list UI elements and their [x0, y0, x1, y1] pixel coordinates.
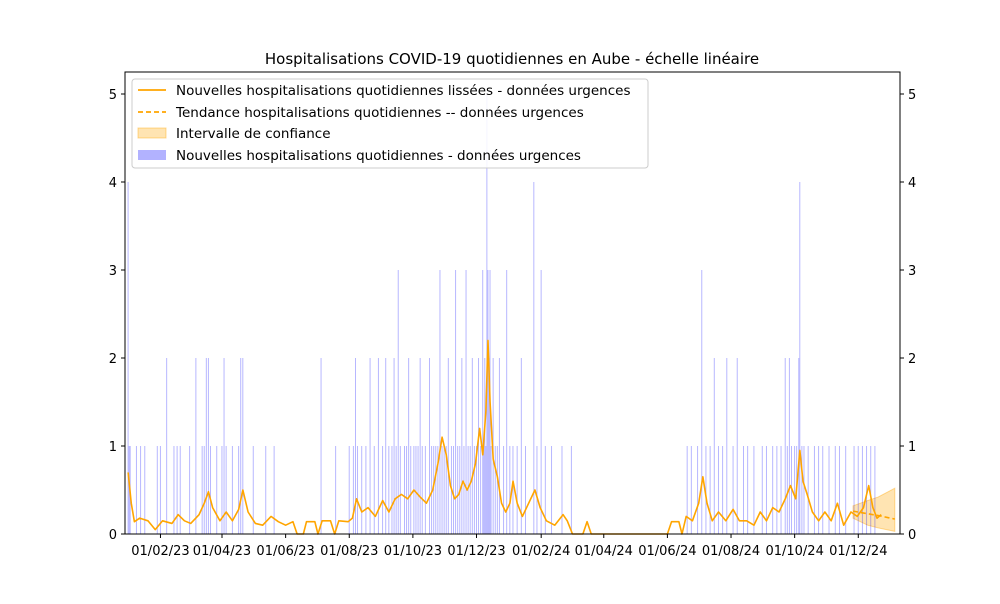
daily-bar [442, 446, 443, 534]
legend [132, 79, 648, 168]
y-tick-label-left: 0 [108, 528, 117, 543]
x-axis [131, 534, 887, 559]
daily-bar [862, 446, 863, 534]
daily-bar [506, 270, 507, 534]
daily-bar [474, 446, 475, 534]
x-tick-label: 01/04/24 [574, 544, 633, 559]
daily-bar [388, 446, 389, 534]
daily-bar [804, 446, 805, 534]
daily-bar [726, 358, 727, 534]
daily-bar [710, 446, 711, 534]
daily-bar [776, 446, 777, 534]
daily-bar [206, 358, 207, 534]
daily-bar [144, 446, 145, 534]
daily-bar [814, 446, 815, 534]
daily-bar [789, 358, 790, 534]
y-tick-label-left: 5 [108, 88, 117, 103]
daily-bar [839, 446, 840, 534]
daily-bar [482, 270, 483, 534]
daily-bar [406, 446, 407, 534]
daily-bar [513, 446, 514, 534]
legend-label: Nouvelles hospitalisations quotidiennes - données urgences [176, 148, 581, 164]
daily-bar [484, 358, 485, 534]
daily-bar [772, 446, 773, 534]
chart-title: Hospitalisations COVID-19 quotidiennes en Aube - échelle linéaire [264, 50, 760, 68]
daily-bar [562, 446, 563, 534]
daily-bar [202, 446, 203, 534]
daily-bar [551, 446, 552, 534]
daily-bar [799, 182, 800, 534]
daily-bar [829, 446, 830, 534]
daily-bar [714, 358, 715, 534]
daily-bar [525, 446, 526, 534]
y-tick-label-right: 1 [908, 440, 917, 455]
daily-bar [517, 446, 518, 534]
daily-bar [177, 446, 178, 534]
daily-bar [457, 446, 458, 534]
daily-bar [208, 358, 209, 534]
daily-bar [400, 446, 401, 534]
daily-bar [733, 446, 734, 534]
daily-bar [415, 446, 416, 534]
daily-bar [408, 358, 409, 534]
legend-swatch-bars [138, 150, 166, 160]
daily-bar [420, 358, 421, 534]
daily-bar [418, 446, 419, 534]
daily-bar [425, 446, 426, 534]
x-tick-label: 01/06/24 [638, 544, 697, 559]
daily-bar [382, 446, 383, 534]
daily-bar [370, 358, 371, 534]
daily-bar [536, 446, 537, 534]
daily-bar [357, 446, 358, 534]
y-tick-label-right: 0 [908, 528, 917, 543]
daily-bar [221, 446, 222, 534]
daily-bar [781, 446, 782, 534]
daily-bar [463, 446, 464, 534]
daily-bar [487, 270, 488, 534]
daily-bar [439, 270, 440, 534]
daily-bar [216, 446, 217, 534]
daily-bar [353, 446, 354, 534]
daily-bar [495, 446, 496, 534]
x-tick-label: 01/02/24 [511, 544, 571, 559]
daily-bar [701, 270, 702, 534]
daily-bar [794, 446, 795, 534]
y-tick-label-left: 3 [108, 264, 117, 279]
daily-bar [822, 446, 823, 534]
daily-bar [461, 358, 462, 534]
x-tick-label: 01/08/23 [320, 544, 379, 559]
daily-bar [335, 446, 336, 534]
daily-bar [533, 182, 534, 534]
daily-bar [571, 446, 572, 534]
daily-bar [697, 446, 698, 534]
daily-bar [160, 446, 161, 534]
daily-bar [453, 446, 454, 534]
daily-bar [485, 446, 486, 534]
daily-bar [392, 446, 393, 534]
daily-bar [444, 446, 445, 534]
daily-bar [503, 446, 504, 534]
daily-bar [480, 446, 481, 534]
x-tick-label: 01/10/24 [765, 544, 824, 559]
x-tick-label: 01/08/24 [701, 544, 761, 559]
daily-bar [718, 446, 719, 534]
daily-bar [238, 446, 239, 534]
daily-bar [874, 446, 875, 534]
daily-bar [801, 446, 802, 534]
legend-label: Intervalle de confiance [176, 126, 331, 142]
daily-bar [798, 358, 799, 534]
daily-bar [687, 446, 688, 534]
daily-bar [274, 446, 275, 534]
daily-bar [472, 358, 473, 534]
legend-label: Tendance hospitalisations quotidiennes -- données urgences [176, 105, 584, 121]
daily-bar [140, 446, 141, 534]
daily-bar [240, 358, 241, 534]
daily-bar [808, 446, 809, 534]
x-tick-label: 01/06/23 [256, 544, 315, 559]
daily-bar [429, 358, 430, 534]
daily-bar [466, 270, 467, 534]
daily-bar [762, 446, 763, 534]
daily-bar [499, 358, 500, 534]
daily-bar [448, 358, 449, 534]
x-tick-label: 01/12/24 [829, 544, 888, 559]
daily-bar [242, 358, 243, 534]
daily-bar [435, 446, 436, 534]
daily-bar [365, 446, 366, 534]
y-tick-label-right: 2 [908, 352, 917, 367]
y-tick-label-right: 5 [908, 88, 917, 103]
x-tick-label: 01/12/23 [447, 544, 506, 559]
daily-bar [483, 446, 484, 534]
daily-bar [470, 446, 471, 534]
daily-bar [394, 358, 395, 534]
daily-bar [404, 446, 405, 534]
daily-bar [858, 446, 859, 534]
x-tick-label: 01/04/23 [192, 544, 252, 559]
daily-bar [157, 446, 158, 534]
daily-bar [361, 446, 362, 534]
daily-bar [785, 358, 786, 534]
daily-bar [422, 446, 423, 534]
daily-bar [787, 446, 788, 534]
daily-bar [195, 358, 196, 534]
daily-bar [396, 446, 397, 534]
daily-bar [210, 446, 211, 534]
daily-bar [854, 446, 855, 534]
x-tick-label: 01/10/23 [383, 544, 443, 559]
daily-bar [180, 446, 181, 534]
daily-bar [737, 358, 738, 534]
daily-bar [410, 446, 411, 534]
daily-bar [541, 270, 542, 534]
daily-bar [835, 446, 836, 534]
y-tick-label-right: 3 [908, 264, 917, 279]
daily-bar [398, 270, 399, 534]
daily-bar [226, 446, 227, 534]
daily-bar [166, 358, 167, 534]
daily-bar [374, 446, 375, 534]
daily-bar [497, 446, 498, 534]
y-tick-label-left: 4 [108, 176, 117, 191]
x-tick-label: 01/02/23 [131, 544, 190, 559]
y-tick-label-left: 2 [108, 352, 117, 367]
y-tick-label-right: 4 [908, 176, 917, 191]
daily-bar [224, 358, 225, 534]
daily-bar [870, 446, 871, 534]
legend-swatch-ci [138, 128, 166, 138]
daily-bar [491, 446, 492, 534]
y-tick-label-left: 1 [108, 440, 117, 455]
legend-label: Nouvelles hospitalisations quotidiennes lissées - données urgences [176, 83, 631, 99]
daily-bar [189, 446, 190, 534]
daily-bar [753, 446, 754, 534]
daily-bar [455, 270, 456, 534]
daily-bar [321, 358, 322, 534]
daily-bar [509, 446, 510, 534]
daily-bar [722, 446, 723, 534]
daily-bar [521, 358, 522, 534]
daily-bar [204, 446, 205, 534]
